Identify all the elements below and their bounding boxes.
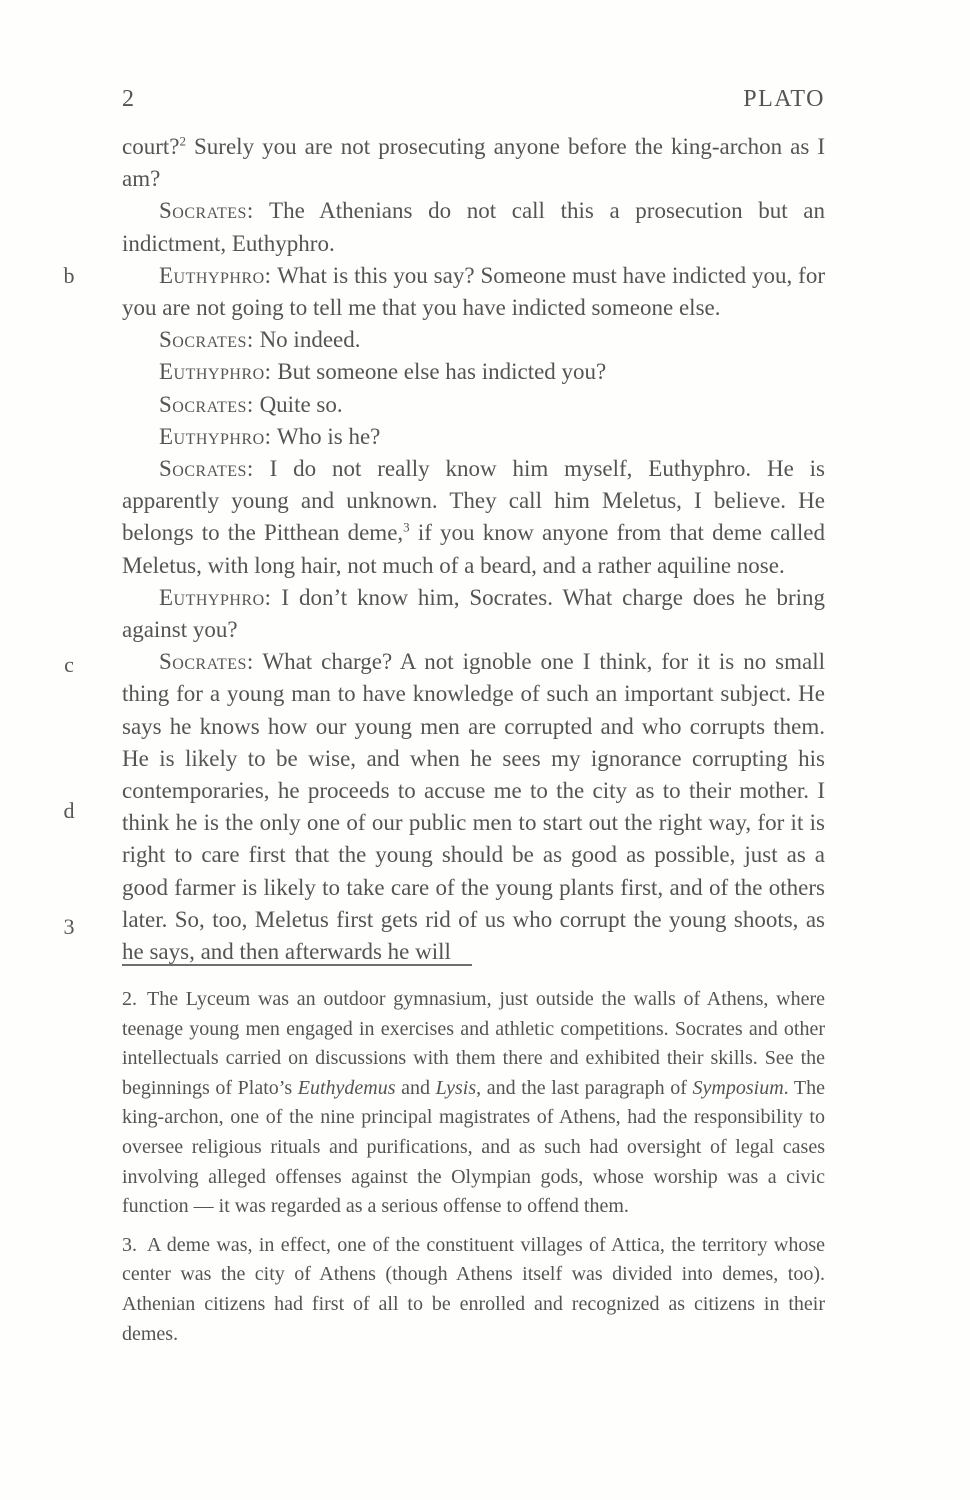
page-number: 2 <box>122 86 134 112</box>
footnote-reference: 3 <box>403 519 410 535</box>
footnote <box>122 1231 825 1349</box>
italic-work-title: Lysis <box>435 1076 477 1099</box>
dialogue-paragraph <box>122 646 825 968</box>
dialogue-paragraph <box>122 389 825 421</box>
text-run: No indeed. <box>253 327 361 353</box>
text-run: What charge? A not ignoble one I think, for it is no small thing for a young man to have knowledge of such an important subject. He says he knows how our young men are corrupted and who corrupts them. He is likely to be wise, and when he sees my ignorance corrupting his contemporaries, he proceeds to accuse me to the city as to their mother. I think he is the only one of our public men to start out the right way, for it is right to care first that the young should be as good as possible, just as a good farmer is likely to take care of the young plants first, and of the others later. So, too, Meletus first gets rid of us who corrupt the young shoots, as he says, and then afterwards he will <box>122 649 825 965</box>
text-run: court? <box>122 134 180 159</box>
text-run: Surely you are not prosecuting anyone before the king-archon as I am? <box>122 134 825 192</box>
dialogue-paragraph <box>122 195 825 259</box>
stephanus-margin-label-d: d <box>63 798 75 823</box>
text-run: I don’t know him, Socrates. What charge does he bring against you? <box>122 584 825 643</box>
dialogue-text <box>122 131 825 968</box>
speaker-name: Socrates: <box>159 391 254 417</box>
dialogue-paragraph <box>122 421 825 453</box>
speaker-name: Socrates: <box>159 327 254 353</box>
speaker-name: Euthyphro: <box>159 423 272 449</box>
text-run: What is this you say? Someone must have indicted you, for you are not going to tell me that you have indicted someone else. <box>122 262 825 321</box>
text-run: But someone else has indicted you? <box>271 359 607 385</box>
footnotes <box>122 985 825 1358</box>
running-head-title: PLATO <box>743 86 825 112</box>
speaker-name: Socrates: <box>159 456 254 482</box>
dialogue-paragraph <box>122 131 825 195</box>
text-run: and <box>395 1076 436 1099</box>
text-run: if you know anyone from that deme called Meletus, with long hair, not much of a beard, and a rather aquiline nose. <box>122 520 825 578</box>
text-run: 2. The Lyceum was an outdoor gymnasium, just outside the walls of Athens, where teenage young men engaged in exercises and athletic competitions. Socrates and other intellectuals carried on discussions with them there and exhibited their skills. See the beginnings of Plato’s <box>122 988 825 1099</box>
speaker-name: Socrates: <box>159 198 254 224</box>
italic-work-title: Symposium <box>692 1076 784 1099</box>
text-run: Quite so. <box>253 391 343 417</box>
speaker-name: Euthyphro: <box>159 584 272 610</box>
stephanus-margin-label-3: 3 <box>63 914 75 939</box>
footnote-separator <box>122 964 472 966</box>
dialogue-paragraph <box>122 582 825 646</box>
text-run: The Athenians do not call this a prosecution but an indictment, Euthyphro. <box>122 198 825 256</box>
text-run: Who is he? <box>271 423 381 449</box>
italic-work-title: Euthydemus <box>297 1076 396 1099</box>
speaker-name: Socrates: <box>159 649 254 675</box>
running-header <box>122 86 825 113</box>
text-run: 3. A deme was, in effect, one of the constituent villages of Attica, the territory whose center was the city of Athens (though Athens itself was divided into demes, too). Athenian citizens had first of all to be enrolled and recognized as citizens in their demes. <box>122 1233 825 1345</box>
dialogue-paragraph <box>122 453 825 582</box>
dialogue-paragraph <box>122 324 825 356</box>
footnote <box>122 985 825 1222</box>
stephanus-margin-label-b: b <box>63 263 75 288</box>
dialogue-paragraph <box>122 260 825 324</box>
footnote-reference: 2 <box>179 133 186 149</box>
text-run: I do not really know him myself, Euthyphro. He is apparently young and unknown. They call him Meletus, I believe. He belongs to the Pitthean deme, <box>122 456 825 546</box>
stephanus-margin-label-c: c <box>64 652 74 677</box>
dialogue-paragraph <box>122 356 825 388</box>
speaker-name: Euthyphro: <box>159 359 272 385</box>
text-run: . The king-archon, one of the nine principal magistrates of Athens, had the responsibility to oversee religious rituals and purifications, and as such had oversight of legal cases involving alleged offenses against the Olympian gods, whose worship was a civic function — it was regarded as a serious offense to offend them. <box>122 1076 825 1218</box>
text-run: , and the last paragraph of <box>476 1076 693 1099</box>
speaker-name: Euthyphro: <box>159 262 272 288</box>
